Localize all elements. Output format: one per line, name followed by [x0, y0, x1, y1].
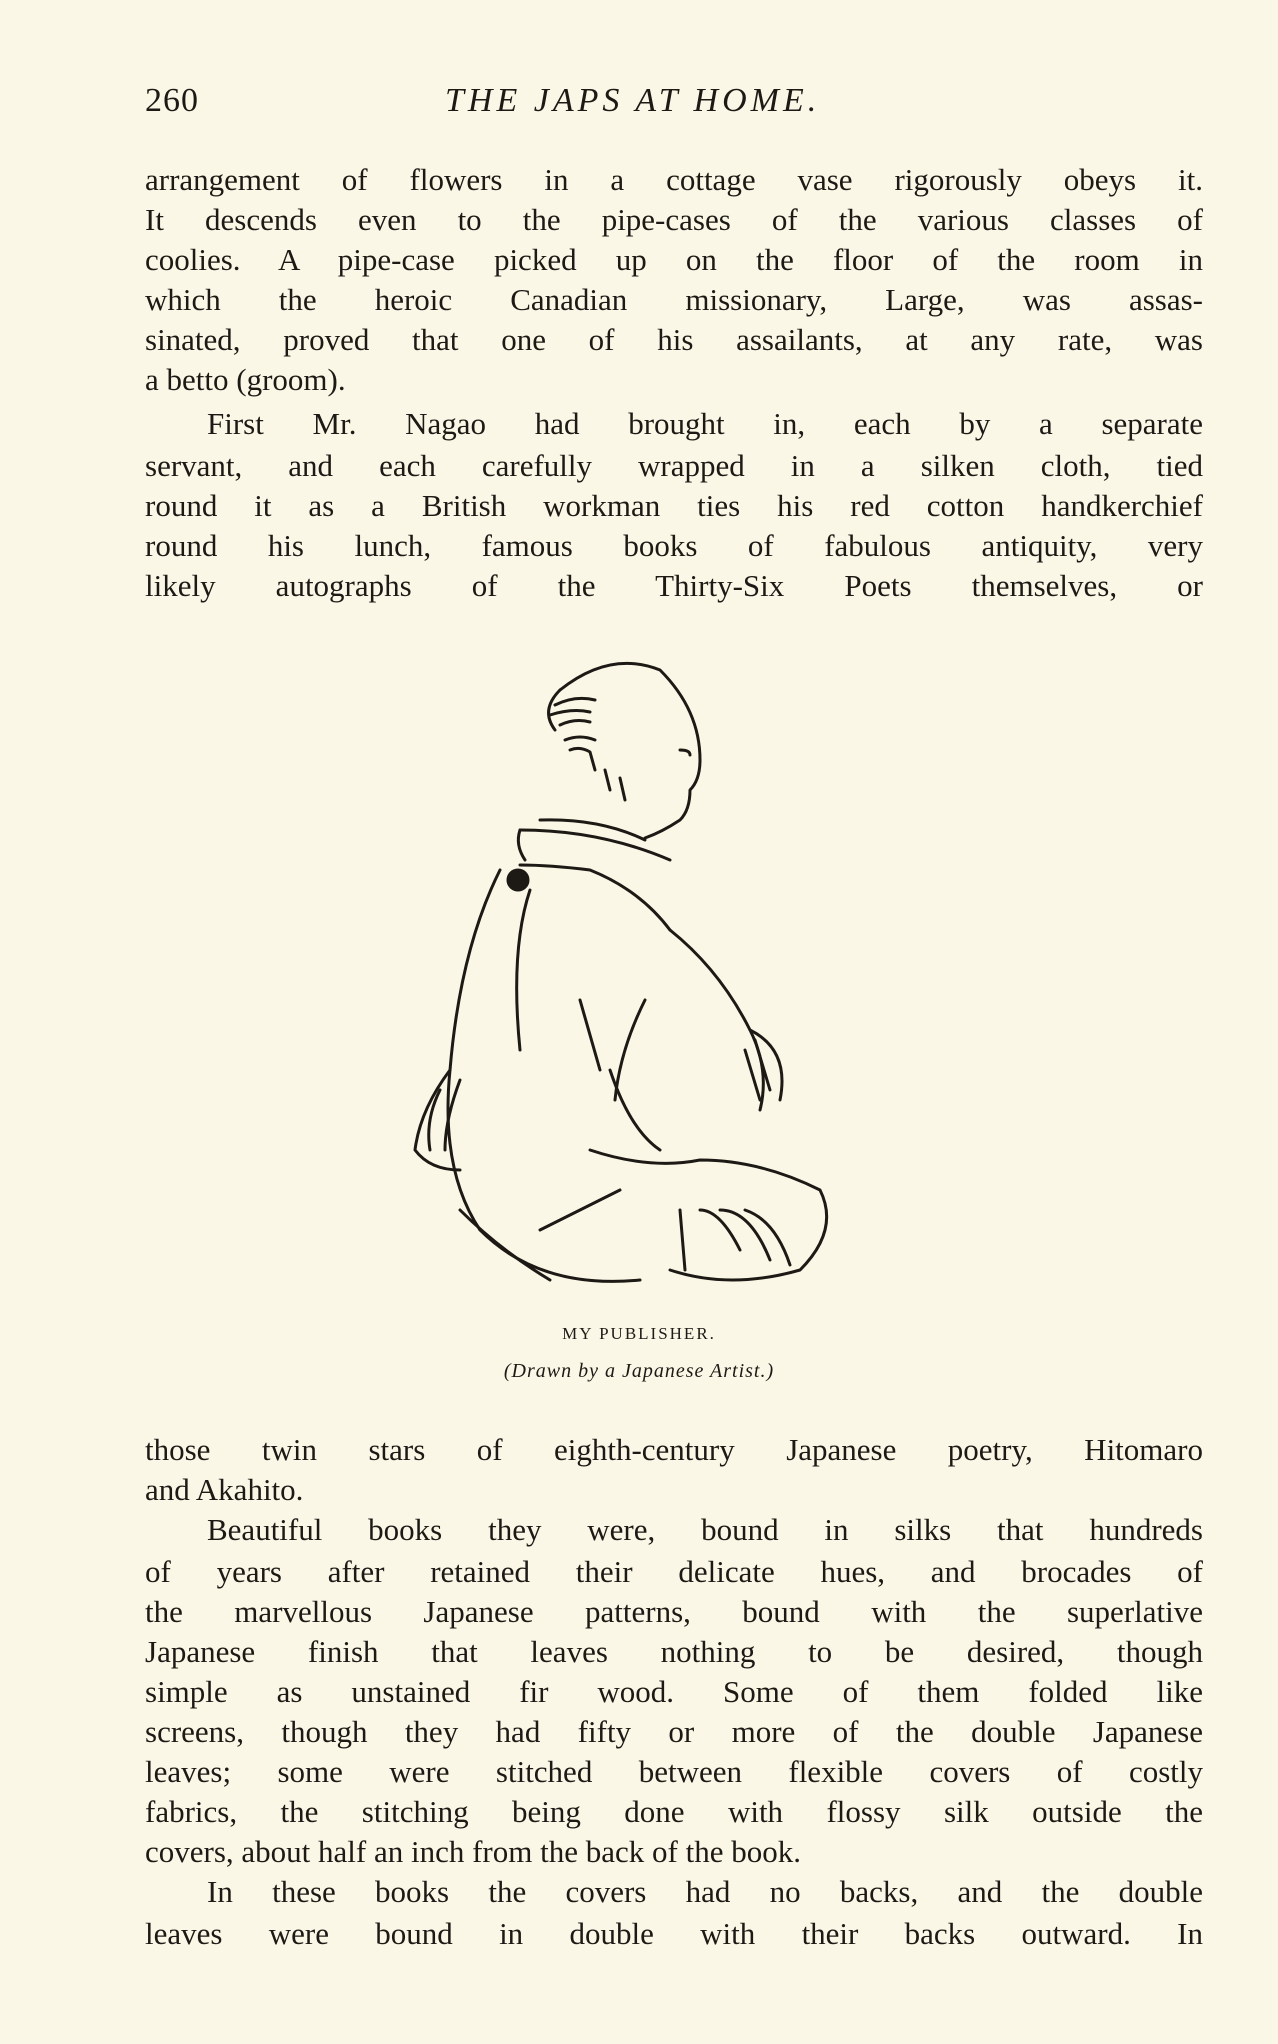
- text-line: Beautiful books they were, bound in silks that hundreds: [207, 1512, 1203, 1547]
- text-line: of years after retained their delicate hues, and brocades of: [145, 1554, 1203, 1589]
- figure-caption-title: MY PUBLISHER.: [562, 1324, 716, 1343]
- page-number: 260: [145, 82, 199, 119]
- text-line: screens, though they had fifty or more of the double Japanese: [145, 1714, 1203, 1749]
- text-line: It descends even to the pipe-cases of the various classes of: [145, 202, 1203, 237]
- text-line: those twin stars of eighth-century Japanese poetry, Hitomaro: [145, 1432, 1203, 1467]
- text-line: leaves; some were stitched between flexible covers of costly: [145, 1754, 1203, 1789]
- text-line: likely autographs of the Thirty-Six Poets themselves, or: [145, 568, 1203, 603]
- running-title: THE JAPS AT HOME.: [445, 82, 821, 119]
- publisher-illustration: [400, 650, 970, 1320]
- text-line: round it as a British workman ties his red cotton handkerchief: [145, 488, 1203, 523]
- text-line: sinated, proved that one of his assailants, at any rate, was: [145, 322, 1203, 357]
- text-line: In these books the covers had no backs, and the double: [207, 1874, 1203, 1909]
- text-line: which the heroic Canadian missionary, Large, was assas-: [145, 282, 1203, 317]
- seated-man-drawing: [400, 650, 970, 1320]
- text-line: Japanese finish that leaves nothing to be desired, though: [145, 1634, 1203, 1669]
- text-line: leaves were bound in double with their backs outward. In: [145, 1916, 1203, 1951]
- text-line: servant, and each carefully wrapped in a silken cloth, tied: [145, 448, 1203, 483]
- text-line: simple as unstained fir wood. Some of them folded like: [145, 1674, 1203, 1709]
- text-line: arrangement of flowers in a cottage vase rigorously obeys it.: [145, 162, 1203, 197]
- figure-caption-credit: (Drawn by a Japanese Artist.): [503, 1360, 775, 1382]
- text-line: the marvellous Japanese patterns, bound with the superlative: [145, 1594, 1203, 1629]
- text-line: coolies. A pipe-case picked up on the floor of the room in: [145, 242, 1203, 277]
- page-header: [145, 82, 1203, 132]
- text-line: and Akahito.: [145, 1472, 304, 1507]
- text-line: a betto (groom).: [145, 362, 346, 397]
- text-line: First Mr. Nagao had brought in, each by a separate: [207, 406, 1203, 441]
- text-line: round his lunch, famous books of fabulous antiquity, very: [145, 528, 1203, 563]
- text-line: covers, about half an inch from the back of the book.: [145, 1834, 801, 1869]
- text-line: fabrics, the stitching being done with flossy silk outside the: [145, 1794, 1203, 1829]
